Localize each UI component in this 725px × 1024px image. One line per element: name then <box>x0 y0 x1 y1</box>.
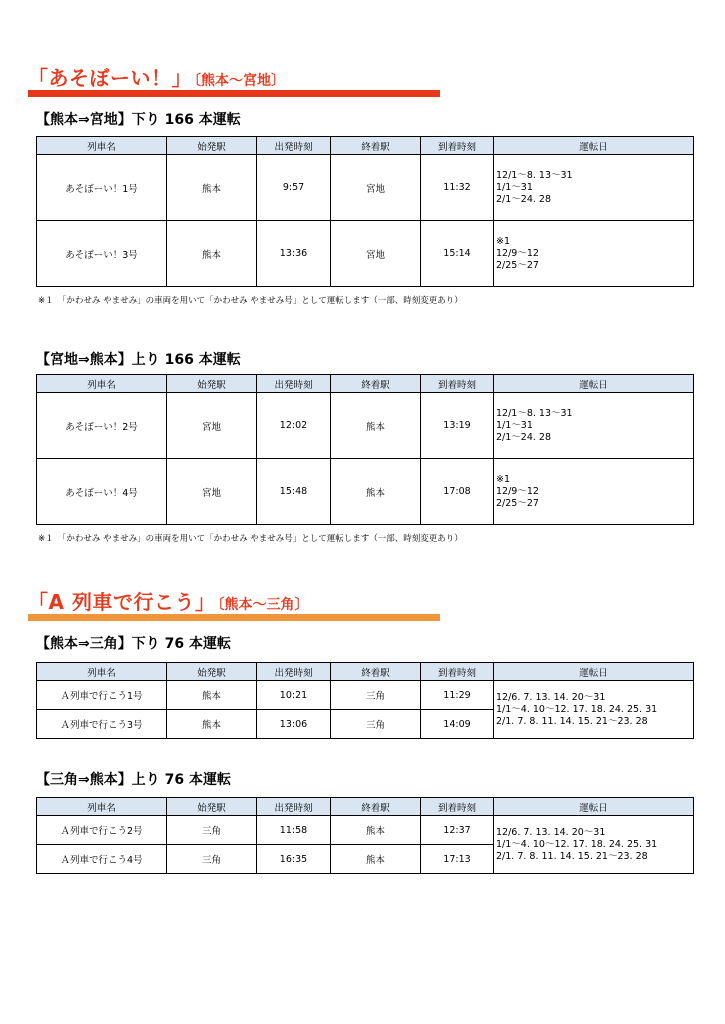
title-main: 「あそぼーい！」 <box>28 66 192 90</box>
title-route: 〔熊本～三角〕 <box>217 597 309 613</box>
col-header: 始発駅 <box>167 137 257 155</box>
section-title-a-train <box>28 586 308 616</box>
origin-station: 三角 <box>167 816 257 845</box>
departure-time: 10:21 <box>257 681 331 710</box>
destination-station: 熊本 <box>331 459 421 525</box>
operating-days <box>494 393 694 459</box>
table-row <box>37 459 694 525</box>
operating-days <box>494 459 694 525</box>
title-underline <box>28 614 440 621</box>
table-row <box>37 221 694 287</box>
arrival-time: 11:29 <box>421 681 494 710</box>
day-line: 2/25～27 <box>496 259 539 271</box>
origin-station: 宮地 <box>167 393 257 459</box>
train-name: あそぼーい！3号 <box>37 221 167 287</box>
destination-station: 宮地 <box>331 155 421 221</box>
day-line: 1/1～4. 10～12. 17. 18. 24. 25. 31 <box>496 703 658 715</box>
table-row <box>37 816 694 845</box>
day-line: 2/1～24. 28 <box>496 193 552 205</box>
table-heading: 【三角⇒熊本】上り 76 本運転 <box>36 772 231 788</box>
origin-station: 熊本 <box>167 681 257 710</box>
departure-time: 9:57 <box>257 155 331 221</box>
train-name: Ａ列車で行こう2号 <box>37 816 167 845</box>
col-header: 列車名 <box>37 375 167 393</box>
destination-station: 宮地 <box>331 221 421 287</box>
day-line: 2/1. 7. 8. 11. 14. 15. 21～23. 28 <box>496 715 648 727</box>
col-header: 出発時刻 <box>257 375 331 393</box>
day-line: 12/1～8. 13～31 <box>496 407 573 419</box>
table-heading: 【熊本⇒三角】下り 76 本運転 <box>36 636 231 652</box>
departure-time: 15:48 <box>257 459 331 525</box>
col-header: 到着時刻 <box>421 663 494 681</box>
day-line: 1/1～31 <box>496 181 533 193</box>
day-line: 12/6. 7. 13. 14. 20～31 <box>496 691 606 703</box>
train-name: Ａ列車で行こう1号 <box>37 681 167 710</box>
operating-days <box>494 681 694 739</box>
origin-station: 熊本 <box>167 155 257 221</box>
col-header: 運転日 <box>494 663 694 681</box>
departure-time: 11:58 <box>257 816 331 845</box>
col-header: 出発時刻 <box>257 137 331 155</box>
col-header: 列車名 <box>37 798 167 816</box>
col-header: 始発駅 <box>167 663 257 681</box>
col-header: 到着時刻 <box>421 798 494 816</box>
day-line: 1/1～31 <box>496 419 533 431</box>
destination-station: 熊本 <box>331 393 421 459</box>
operating-days <box>494 221 694 287</box>
departure-time: 13:06 <box>257 710 331 739</box>
arrival-time: 12:37 <box>421 816 494 845</box>
day-line: ※1 <box>496 473 511 485</box>
col-header: 列車名 <box>37 137 167 155</box>
table-row <box>37 393 694 459</box>
day-line: 12/9～12 <box>496 247 539 259</box>
col-header: 終着駅 <box>331 375 421 393</box>
departure-time: 12:02 <box>257 393 331 459</box>
col-header: 運転日 <box>494 375 694 393</box>
header-row <box>37 798 694 816</box>
table-row <box>37 681 694 710</box>
day-line: 12/1～8. 13～31 <box>496 169 573 181</box>
table-heading: 【熊本⇒宮地】下り 166 本運転 <box>36 112 241 128</box>
footnote: ※１ 「かわせみ やませみ」の車両を用いて「かわせみ やませみ号」として運転します（一部、時刻変更あり） <box>38 296 463 306</box>
destination-station: 熊本 <box>331 845 421 874</box>
timetable-asoboy-down <box>36 136 694 287</box>
col-header: 運転日 <box>494 798 694 816</box>
arrival-time: 11:32 <box>421 155 494 221</box>
destination-station: 三角 <box>331 710 421 739</box>
arrival-time: 13:19 <box>421 393 494 459</box>
operating-days <box>494 816 694 874</box>
title-underline <box>28 90 440 97</box>
day-line: 2/1. 7. 8. 11. 14. 15. 21～23. 28 <box>496 850 648 862</box>
train-name: あそぼーい！1号 <box>37 155 167 221</box>
col-header: 出発時刻 <box>257 798 331 816</box>
col-header: 出発時刻 <box>257 663 331 681</box>
timetable-a-train-up <box>36 797 694 874</box>
header-row <box>37 375 694 393</box>
timetable-a-train-down <box>36 662 694 739</box>
table-row <box>37 155 694 221</box>
origin-station: 三角 <box>167 845 257 874</box>
section-title-asoboy <box>28 62 285 92</box>
origin-station: 宮地 <box>167 459 257 525</box>
title-route: 〔熊本～宮地〕 <box>194 73 285 89</box>
col-header: 終着駅 <box>331 663 421 681</box>
header-row <box>37 663 694 681</box>
table-heading: 【宮地⇒熊本】上り 166 本運転 <box>36 352 241 368</box>
train-name: Ａ列車で行こう3号 <box>37 710 167 739</box>
day-line: ※1 <box>496 235 511 247</box>
title-main: 「A 列車で行こう」 <box>28 590 216 614</box>
col-header: 始発駅 <box>167 798 257 816</box>
train-name: あそぼーい！2号 <box>37 393 167 459</box>
destination-station: 三角 <box>331 681 421 710</box>
day-line: 2/25～27 <box>496 497 539 509</box>
footnote: ※１ 「かわせみ やませみ」の車両を用いて「かわせみ やませみ号」として運転します（一部、時刻変更あり） <box>38 534 463 544</box>
destination-station: 熊本 <box>331 816 421 845</box>
origin-station: 熊本 <box>167 710 257 739</box>
arrival-time: 17:13 <box>421 845 494 874</box>
col-header: 終着駅 <box>331 137 421 155</box>
departure-time: 16:35 <box>257 845 331 874</box>
day-line: 12/9～12 <box>496 485 539 497</box>
header-row <box>37 137 694 155</box>
timetable-asoboy-up <box>36 374 694 525</box>
origin-station: 熊本 <box>167 221 257 287</box>
col-header: 到着時刻 <box>421 137 494 155</box>
day-line: 1/1～4. 10～12. 17. 18. 24. 25. 31 <box>496 838 658 850</box>
col-header: 到着時刻 <box>421 375 494 393</box>
day-line: 2/1～24. 28 <box>496 431 552 443</box>
col-header: 列車名 <box>37 663 167 681</box>
operating-days <box>494 155 694 221</box>
col-header: 始発駅 <box>167 375 257 393</box>
arrival-time: 15:14 <box>421 221 494 287</box>
departure-time: 13:36 <box>257 221 331 287</box>
arrival-time: 14:09 <box>421 710 494 739</box>
day-line: 12/6. 7. 13. 14. 20～31 <box>496 826 606 838</box>
train-name: あそぼーい！4号 <box>37 459 167 525</box>
arrival-time: 17:08 <box>421 459 494 525</box>
col-header: 運転日 <box>494 137 694 155</box>
train-name: Ａ列車で行こう4号 <box>37 845 167 874</box>
col-header: 終着駅 <box>331 798 421 816</box>
